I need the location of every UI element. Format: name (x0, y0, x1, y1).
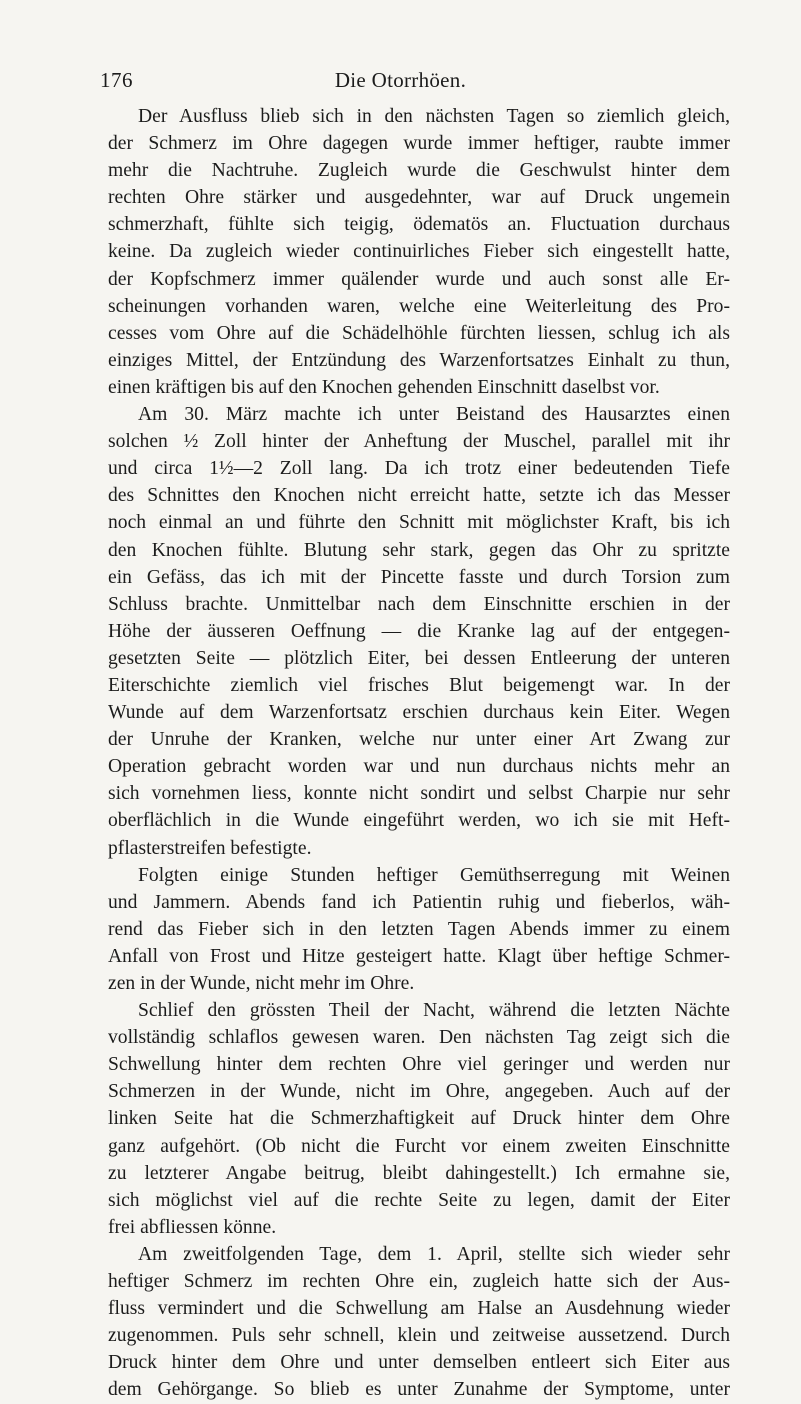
text-line: linken Seite hat die Schmerzhaftigkeit auf Druck hinter dem Ohre (108, 1108, 730, 1130)
page-header (0, 68, 801, 94)
text-line: Der Ausfluss blieb sich in den nächsten Tagen so ziemlich gleich, (138, 106, 730, 127)
text-line: und Jammern. Abends fand ich Patientin ruhig und fieberlos, wäh- (108, 891, 730, 913)
text-line: ganz aufgehört. (Ob nicht die Furcht vor einem zweiten Einschnitte (108, 1135, 730, 1157)
text-line: heftiger Schmerz im rechten Ohre ein, zugleich hatte sich der Aus- (108, 1271, 730, 1293)
text-line: Druck hinter dem Ohre und unter demselben entleert sich Eiter aus (108, 1352, 730, 1374)
text-line: zu letzterer Angabe beitrug, bleibt dahingestellt.) Ich ermahne sie, (108, 1162, 730, 1184)
page-number: 176 (100, 68, 133, 92)
text-line: einziges Mittel, der Entzündung des Warzenfortsatzes Einhalt zu thun, (108, 349, 730, 371)
text-line: des Schnittes den Knochen nicht erreicht hatte, setzte ich das Messer (108, 485, 730, 507)
paragraph (108, 1241, 730, 1404)
text-line: Am zweitfolgenden Tage, dem 1. April, stellte sich wieder sehr (138, 1243, 730, 1265)
text-line: fluss vermindert und die Schwellung am Halse an Ausdehnung wieder (108, 1298, 730, 1320)
text-line: schmerzhaft, fühlte sich teigig, ödematös an. Fluctuation durchaus (108, 214, 730, 236)
text-line: vollständig schlaflos gewesen waren. Den nächsten Tag zeigt sich die (108, 1027, 730, 1049)
text-line: Folgten einige Stunden heftiger Gemüthserregung mit Weinen (138, 864, 730, 886)
text-line: Schmerzen in der Wunde, nicht im Ohre, angegeben. Auch auf der (108, 1081, 730, 1103)
text-line: frei abfliessen könne. (108, 1216, 277, 1238)
running-title: Die Otorrhöen. (334, 68, 467, 92)
text-line: zen in der Wunde, nicht mehr im Ohre. (108, 973, 415, 994)
text-line: einen kräftigen bis auf den Knochen gehenden Einschnitt daselbst vor. (108, 376, 660, 398)
text-line: Schwellung hinter dem rechten Ohre viel geringer und werden nur (108, 1054, 730, 1076)
paragraph (108, 401, 730, 862)
text-line: Anfall von Frost und Hitze gesteigert hatte. Klagt über heftige Schmer- (108, 945, 730, 967)
text-line: rend das Fieber sich in den letzten Tagen Abends immer zu einem (108, 918, 730, 940)
text-line: Eiterschichte ziemlich viel frisches Blut beigemengt war. In der (108, 674, 730, 696)
text-line: pflasterstreifen befestigte. (108, 837, 312, 859)
text-line: Schlief den grössten Theil der Nacht, während die letzten Nächte (138, 1000, 730, 1022)
text-line: und circa 1½—2 Zoll lang. Da ich trotz einer bedeutenden Tiefe (108, 458, 730, 480)
text-line: Wunde auf dem Warzenfortsatz erschien durchaus kein Eiter. Wegen (108, 702, 730, 724)
text-line: Operation gebracht worden war und nun durchaus nichts mehr an (108, 756, 730, 778)
text-line: noch einmal an und führte den Schnitt mit möglichster Kraft, bis ich (108, 512, 730, 534)
text-line: gesetzten Seite — plötzlich Eiter, bei dessen Entleerung der unteren (108, 647, 730, 669)
text-line: Schluss brachte. Unmittelbar nach dem Einschnitte erschien in der (108, 593, 730, 615)
text-line: Am 30. März machte ich unter Beistand des Hausarztes einen (138, 404, 730, 426)
text-line: solchen ½ Zoll hinter der Anheftung der Muschel, parallel mit ihr (108, 431, 730, 453)
text-line: oberflächlich in die Wunde eingeführt werden, wo ich sie mit Heft- (108, 810, 730, 832)
text-line: der Schmerz im Ohre dagegen wurde immer heftiger, raubte immer (108, 133, 730, 155)
body-text (108, 103, 730, 1404)
paragraph (108, 103, 730, 401)
text-line: mehr die Nachtruhe. Zugleich wurde die Geschwulst hinter dem (108, 160, 730, 182)
text-line: keine. Da zugleich wieder continuirliches Fieber sich eingestellt hatte, (108, 241, 730, 263)
text-line: zugenommen. Puls sehr schnell, klein und zeitweise aussetzend. Durch (108, 1325, 730, 1347)
text-line: sich vornehmen liess, konnte nicht sondirt und selbst Charpie nur sehr (108, 783, 730, 805)
text-line: scheinungen vorhanden waren, welche eine Weiterleitung des Pro- (108, 295, 730, 317)
text-line: der Kopfschmerz immer quälender wurde und auch sonst alle Er- (108, 268, 730, 290)
text-line: cesses vom Ohre auf die Schädelhöhle fürchten liessen, schlug ich als (108, 322, 730, 344)
text-line: der Unruhe der Kranken, welche nur unter einer Art Zwang zur (108, 729, 730, 751)
text-line: rechten Ohre stärker und ausgedehnter, war auf Druck ungemein (108, 187, 730, 209)
text-line: Höhe der äusseren Oeffnung — die Kranke lag auf der entgegen- (108, 620, 730, 642)
text-line: den Knochen fühlte. Blutung sehr stark, gegen das Ohr zu spritzte (108, 539, 730, 561)
text-line: sich möglichst viel auf die rechte Seite zu legen, damit der Eiter (108, 1189, 730, 1211)
paragraph (108, 997, 730, 1241)
text-line: dem Gehörgange. So blieb es unter Zunahme der Symptome, unter (108, 1379, 730, 1401)
text-line: ein Gefäss, das ich mit der Pincette fasste und durch Torsion zum (108, 566, 730, 588)
paragraph (108, 862, 730, 997)
